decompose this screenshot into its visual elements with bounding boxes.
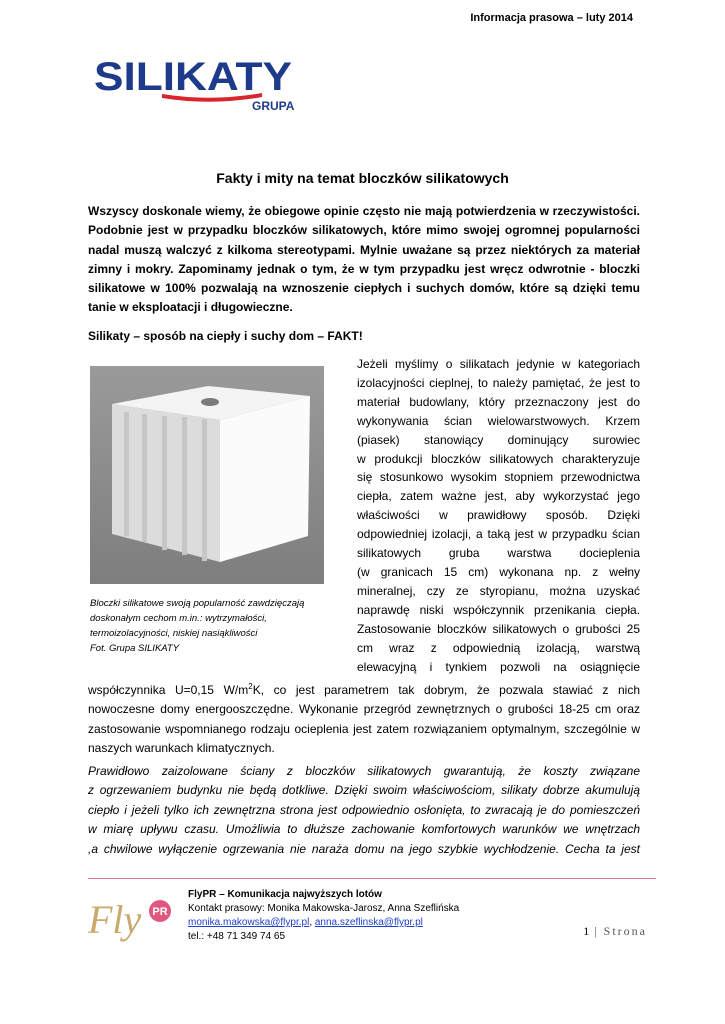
u-value-text-cont: K, co jest parametrem tak dobrym, że pozwala stawiać z nich: [252, 683, 640, 697]
footer-divider: [88, 878, 656, 879]
text-line: materiał budowlany, który przeznaczony jest do: [357, 394, 640, 409]
text-line: izolacyjności cieplnej, to należy pamiętać, że jest to: [357, 375, 640, 390]
caption-line: doskonałym cechom m.in.: wytrzymałości,: [90, 613, 267, 624]
email-link-szeflinska[interactable]: anna.szeflinska@flypr.pl: [314, 917, 423, 928]
text-line: ,a chwilowe wyłączenie ogrzewania nie naraża domu na jego szybkie wychłodzenie. Cecha ta jest: [88, 841, 640, 856]
text-line: (w granicach 15 cm) wykonana np. z wełny: [357, 564, 640, 579]
lead-paragraph: Wszyscy doskonale wiemy, że obiegowe opinie często nie mają potwierdzenia w rzeczywistości. Podobnie jest w przypadku bloczków silikatowych, które mimo swojej ogromnej popularności nadal muszą walczyć z kilkoma stereotypami. Mylnie uważane są przez niektórych za materiał zimny i mokry. Zapominamy jednak o tym, że w tym przypadku jest wręcz odwrotnie - bloczki silikatowe w 100% pozwalają na wznoszenie ciepłych i suchych domów, które są dzięki temu tanie w eksploatacji i długowieczne.: [88, 204, 640, 315]
document-title: Fakty i mity na temat bloczków silikatowych: [216, 170, 509, 186]
footer-contact: [188, 888, 459, 944]
text-line: nowoczesne domy energooszczędne. Wykonanie przegród zewnętrznych o grubości 18-25 cm oraz: [88, 702, 640, 717]
section-heading: Silikaty – sposób na ciepły i suchy dom – FAKT!: [88, 329, 363, 343]
text-line: (piasek) stanowiący dominujący surowiec: [357, 432, 640, 447]
text-line: się stosunkowo wysokim stopniem przewodnictwa: [357, 470, 640, 485]
text-line: z ogrzewaniem budynku nie będą dotkliwe. Dzięki swoim właściwościom, silikaty dobrze akumulują: [88, 783, 640, 798]
right-column-text: [357, 355, 640, 676]
caption-line: termoizolacyjności, niskiej nasiąkliwości: [90, 628, 258, 639]
text-line: elewacyjną i tynkiem pozwoli na osiągnięcie: [357, 659, 640, 674]
text-line: silikatowych gruba warstwa docieplenia: [357, 546, 640, 561]
caption-credit: Fot. Grupa SILIKATY: [90, 643, 180, 654]
text-line: naprawdę niski współczynnik przenikania ciepła.: [357, 602, 640, 617]
paragraph-insulation: [88, 762, 640, 859]
text-line: w miarę upływu czasu. Umożliwia to dłuższe zachowanie komfortowych warunków we wnętrzach: [88, 822, 640, 837]
flypr-logo: [86, 893, 176, 955]
caption-line: Bloczki silikatowe swoją popularność zawdzięczają: [90, 598, 305, 609]
text-line: Prawidłowo zaizolowane ściany z bloczków silikatowych gwarantują, że koszty związane: [88, 764, 640, 778]
text-line: cm wraz z odpowiednią izolacją, warstwą: [357, 640, 640, 655]
text-line: Zastosowanie bloczków silikatowych o grubości 25: [357, 621, 640, 636]
flypr-logo-text: Fly: [88, 897, 142, 942]
email-link-makowska[interactable]: monika.makowska@flypr.pl: [188, 917, 310, 928]
text-line: ciepło i jeżeli tylko ich zewnętrzna strona jest odpowiednio osłonięta, to zwracają je do pomieszczeń: [88, 802, 640, 817]
silicate-block-photo: [90, 366, 324, 584]
email-separator: ,: [309, 917, 315, 928]
page-number-value: 1: [583, 924, 590, 938]
text-line: ciepła, zatem ważne jest, aby wykorzystać jego: [357, 489, 640, 504]
text-line: właściwości w prawidłowy sposób. Dzięki: [357, 508, 640, 523]
text-line: mineralnej, czy ze styropianu, można uzyskać: [357, 583, 640, 598]
footer-phone: tel.: +48 71 349 74 65: [188, 931, 286, 942]
footer-emails: [188, 916, 459, 930]
page-number: [583, 924, 647, 939]
photo-caption: [90, 596, 340, 656]
text-line: Jeżeli myślimy o silikatach jedynie w kategoriach: [357, 357, 640, 371]
text-line: odpowiedniej izolacji, a taką jest w przypadku ścian: [357, 527, 640, 542]
press-info-header: Informacja prasowa – luty 2014: [470, 12, 633, 24]
text-line: wykonywania ścian wielowarstwowych. Krzem: [357, 413, 640, 428]
flypr-logo-badge: PR: [152, 906, 168, 918]
silikaty-logo: [92, 50, 297, 112]
u-value-text: współczynnika U=0,15 W/m: [88, 683, 249, 697]
text-line: [88, 677, 640, 700]
svg-text:SILIKATY: SILIKATY: [94, 55, 293, 99]
footer-contact-names: Kontakt prasowy: Monika Makowska-Jarosz, Anna Szeflińska: [188, 903, 460, 914]
text-line: zastosowanie wspomnianego rodzaju ocieplenia jest zatem rozwiązaniem optymalnym, szczególnie w: [88, 721, 640, 736]
text-line: w produkcji bloczków silikatowych charakteryzuje: [357, 451, 640, 466]
footer-company: FlyPR – Komunikacja najwyższych lotów: [188, 889, 382, 900]
svg-text:GRUPA: GRUPA: [252, 99, 295, 112]
superscript: 2: [248, 682, 253, 691]
text-line: naszych warunkach klimatycznych.: [88, 741, 275, 756]
paragraph-u-value: [88, 677, 640, 759]
page-label: | Strona: [589, 924, 647, 938]
